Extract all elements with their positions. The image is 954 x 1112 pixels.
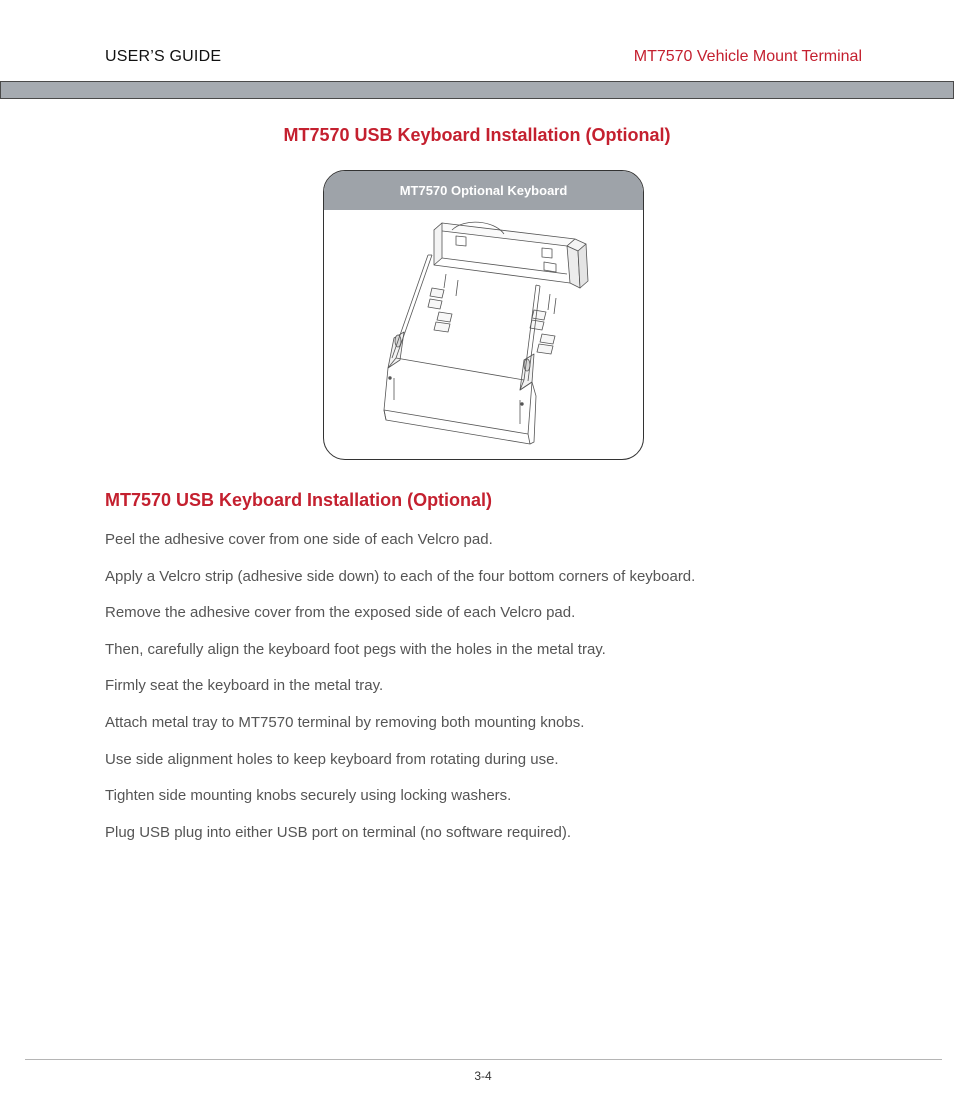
page-number: 3-4	[474, 1069, 492, 1083]
installation-steps	[105, 530, 695, 859]
step-item: Use side alignment holes to keep keyboard from rotating during use.	[105, 750, 559, 768]
header-guide-label: USER’S GUIDE	[105, 48, 222, 65]
footer-divider	[25, 1059, 942, 1060]
figure-title: MT7570 USB Keyboard Installation (Optional)	[283, 125, 671, 145]
header-band	[0, 81, 954, 99]
step-item: Tighten side mounting knobs securely using locking washers.	[105, 787, 512, 805]
keyboard-figure	[323, 170, 644, 460]
step-item: Peel the adhesive cover from one side of each Velcro pad.	[105, 531, 493, 548]
step-item: Apply a Velcro strip (adhesive side down) to each of the four bottom corners of keyboard.	[105, 567, 696, 585]
section-heading: MT7570 USB Keyboard Installation (Optional)	[105, 490, 493, 510]
keyboard-drawing	[434, 222, 588, 288]
step-item: Firmly seat the keyboard in the metal tray.	[105, 677, 384, 695]
step-item: Then, carefully align the keyboard foot pegs with the holes in the metal tray.	[105, 640, 606, 658]
figure-caption: MT7570 Optional Keyboard	[324, 171, 643, 210]
step-item: Plug USB plug into either USB port on terminal (no software required).	[105, 823, 572, 841]
step-item: Remove the adhesive cover from the exposed side of each Velcro pad.	[105, 604, 576, 622]
metal-tray-drawing	[384, 255, 540, 444]
keyboard-tray-illustration	[324, 210, 643, 459]
step-item: Attach metal tray to MT7570 terminal by removing both mounting knobs.	[105, 713, 585, 731]
header-product-name: MT7570 Vehicle Mount Terminal	[633, 48, 862, 65]
